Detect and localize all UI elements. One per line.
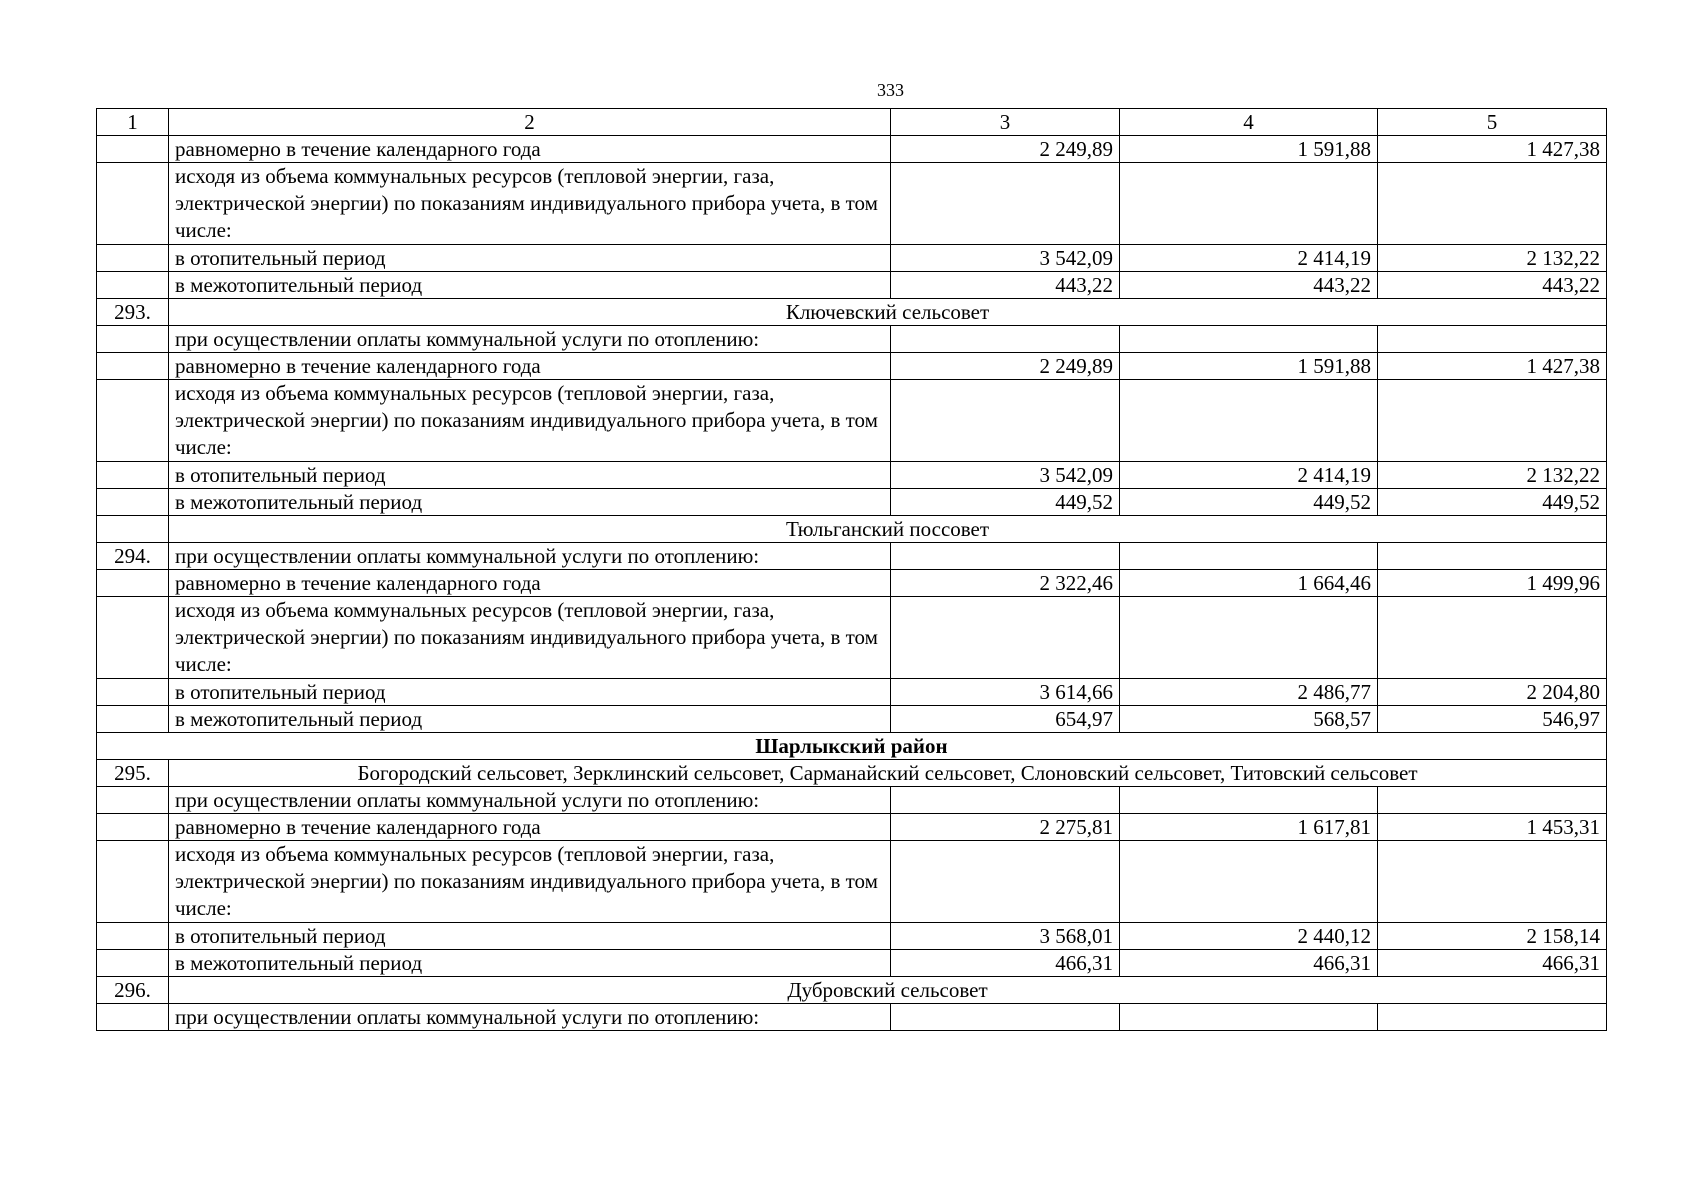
- row-number: [97, 814, 169, 841]
- row-number: [97, 136, 169, 163]
- row-label: равномерно в течение календарного года: [169, 136, 891, 163]
- row-label: в отопительный период: [169, 245, 891, 272]
- row-number: [97, 787, 169, 814]
- row-number: [97, 923, 169, 950]
- row-number: [97, 272, 169, 299]
- row-label: исходя из объема коммунальных ресурсов (тепловой энергии, газа, электрической энергии) по показаниям индивидуального прибора учета, в том числе:: [169, 163, 891, 245]
- value-cell: [891, 841, 1120, 923]
- row-number: [97, 489, 169, 516]
- value-cell: 3 614,66: [891, 679, 1120, 706]
- value-cell: [1120, 380, 1378, 462]
- value-cell: 443,22: [891, 272, 1120, 299]
- value-cell: [1378, 1004, 1607, 1031]
- value-cell: [1120, 787, 1378, 814]
- table-row: [97, 923, 1607, 950]
- table-row: [97, 245, 1607, 272]
- row-number: [97, 679, 169, 706]
- column-header: 2: [169, 109, 891, 136]
- table-row: [97, 163, 1607, 245]
- table-body: [97, 136, 1607, 1031]
- row-number: 296.: [97, 977, 169, 1004]
- value-cell: 2 249,89: [891, 136, 1120, 163]
- value-cell: [891, 597, 1120, 679]
- value-cell: 1 617,81: [1120, 814, 1378, 841]
- row-label: в отопительный период: [169, 462, 891, 489]
- value-cell: 466,31: [891, 950, 1120, 977]
- row-label: в отопительный период: [169, 923, 891, 950]
- value-cell: 1 499,96: [1378, 570, 1607, 597]
- value-cell: 1 591,88: [1120, 136, 1378, 163]
- value-cell: 443,22: [1378, 272, 1607, 299]
- row-number: [97, 163, 169, 245]
- section-heading: Ключевский сельсовет: [169, 299, 1607, 326]
- row-label: при осуществлении оплаты коммунальной услуги по отоплению:: [169, 1004, 891, 1031]
- value-cell: [891, 380, 1120, 462]
- row-number: 293.: [97, 299, 169, 326]
- row-number: [97, 570, 169, 597]
- table-row: [97, 570, 1607, 597]
- table-row: [97, 787, 1607, 814]
- table-row: [97, 380, 1607, 462]
- value-cell: [891, 787, 1120, 814]
- row-label: исходя из объема коммунальных ресурсов (тепловой энергии, газа, электрической энергии) по показаниям индивидуального прибора учета, в том числе:: [169, 380, 891, 462]
- value-cell: [891, 163, 1120, 245]
- value-cell: 1 591,88: [1120, 353, 1378, 380]
- value-cell: [1120, 1004, 1378, 1031]
- value-cell: 1 453,31: [1378, 814, 1607, 841]
- value-cell: 2 275,81: [891, 814, 1120, 841]
- value-cell: [1120, 597, 1378, 679]
- row-label: при осуществлении оплаты коммунальной услуги по отоплению:: [169, 787, 891, 814]
- value-cell: 568,57: [1120, 706, 1378, 733]
- table-row: [97, 136, 1607, 163]
- value-cell: 2 414,19: [1120, 462, 1378, 489]
- value-cell: 2 158,14: [1378, 923, 1607, 950]
- value-cell: 1 427,38: [1378, 353, 1607, 380]
- value-cell: [1378, 787, 1607, 814]
- value-cell: 2 414,19: [1120, 245, 1378, 272]
- table-row: [97, 950, 1607, 977]
- value-cell: 1 427,38: [1378, 136, 1607, 163]
- value-cell: [1378, 326, 1607, 353]
- row-label: равномерно в течение календарного года: [169, 814, 891, 841]
- district-heading: Шарлыкский район: [97, 733, 1607, 760]
- row-number: [97, 353, 169, 380]
- tariff-table: [96, 108, 1607, 1031]
- table-row: [97, 1004, 1607, 1031]
- table-row: [97, 462, 1607, 489]
- value-cell: [1120, 543, 1378, 570]
- row-number: [97, 380, 169, 462]
- value-cell: [1120, 163, 1378, 245]
- value-cell: 654,97: [891, 706, 1120, 733]
- value-cell: 3 542,09: [891, 462, 1120, 489]
- section-heading: Дубровский сельсовет: [169, 977, 1607, 1004]
- row-label: исходя из объема коммунальных ресурсов (тепловой энергии, газа, электрической энергии) по показаниям индивидуального прибора учета, в том числе:: [169, 841, 891, 923]
- value-cell: 2 204,80: [1378, 679, 1607, 706]
- section-heading: Богородский сельсовет, Зерклинский сельсовет, Сарманайский сельсовет, Слоновский сельсовет, Титовский сельсовет: [169, 760, 1607, 787]
- value-cell: 3 542,09: [891, 245, 1120, 272]
- table-row: [97, 516, 1607, 543]
- table-row: [97, 299, 1607, 326]
- row-label: в межотопительный период: [169, 950, 891, 977]
- table-row: [97, 760, 1607, 787]
- value-cell: [1378, 543, 1607, 570]
- value-cell: 2 322,46: [891, 570, 1120, 597]
- value-cell: [891, 1004, 1120, 1031]
- value-cell: 1 664,46: [1120, 570, 1378, 597]
- row-label: равномерно в течение календарного года: [169, 353, 891, 380]
- row-number: [97, 706, 169, 733]
- value-cell: 466,31: [1120, 950, 1378, 977]
- row-number: [97, 516, 169, 543]
- value-cell: 2 132,22: [1378, 245, 1607, 272]
- table-row: [97, 353, 1607, 380]
- value-cell: [891, 543, 1120, 570]
- table-row: [97, 326, 1607, 353]
- value-cell: 2 486,77: [1120, 679, 1378, 706]
- column-header: 5: [1378, 109, 1607, 136]
- value-cell: 2 132,22: [1378, 462, 1607, 489]
- table-row: [97, 679, 1607, 706]
- value-cell: [1378, 163, 1607, 245]
- value-cell: 449,52: [891, 489, 1120, 516]
- row-number: 294.: [97, 543, 169, 570]
- table-row: [97, 543, 1607, 570]
- value-cell: 466,31: [1378, 950, 1607, 977]
- row-label: в отопительный период: [169, 679, 891, 706]
- value-cell: 2 440,12: [1120, 923, 1378, 950]
- table-row: [97, 272, 1607, 299]
- value-cell: 449,52: [1378, 489, 1607, 516]
- value-cell: 449,52: [1120, 489, 1378, 516]
- value-cell: [1378, 380, 1607, 462]
- value-cell: [891, 326, 1120, 353]
- row-label: при осуществлении оплаты коммунальной услуги по отоплению:: [169, 543, 891, 570]
- row-label: при осуществлении оплаты коммунальной услуги по отоплению:: [169, 326, 891, 353]
- row-label: в межотопительный период: [169, 272, 891, 299]
- table-row: [97, 597, 1607, 679]
- row-label: равномерно в течение календарного года: [169, 570, 891, 597]
- value-cell: 546,97: [1378, 706, 1607, 733]
- section-heading: Тюльганский поссовет: [169, 516, 1607, 543]
- row-number: [97, 462, 169, 489]
- row-number: [97, 326, 169, 353]
- table-row: [97, 814, 1607, 841]
- row-number: [97, 245, 169, 272]
- value-cell: [1378, 597, 1607, 679]
- table-row: [97, 841, 1607, 923]
- table-row: [97, 733, 1607, 760]
- page-number: 333: [877, 80, 904, 100]
- row-number: [97, 841, 169, 923]
- table-row: [97, 489, 1607, 516]
- row-label: в межотопительный период: [169, 489, 891, 516]
- value-cell: [1120, 326, 1378, 353]
- table-row: [97, 706, 1607, 733]
- value-cell: [1378, 841, 1607, 923]
- column-header: 4: [1120, 109, 1378, 136]
- value-cell: 2 249,89: [891, 353, 1120, 380]
- column-header: 3: [891, 109, 1120, 136]
- table-row: [97, 977, 1607, 1004]
- row-label: исходя из объема коммунальных ресурсов (тепловой энергии, газа, электрической энергии) по показаниям индивидуального прибора учета, в том числе:: [169, 597, 891, 679]
- row-number: 295.: [97, 760, 169, 787]
- table-header-row: [97, 109, 1607, 136]
- value-cell: [1120, 841, 1378, 923]
- row-number: [97, 1004, 169, 1031]
- value-cell: 443,22: [1120, 272, 1378, 299]
- row-label: в межотопительный период: [169, 706, 891, 733]
- row-number: [97, 597, 169, 679]
- column-header: 1: [97, 109, 169, 136]
- row-number: [97, 950, 169, 977]
- value-cell: 3 568,01: [891, 923, 1120, 950]
